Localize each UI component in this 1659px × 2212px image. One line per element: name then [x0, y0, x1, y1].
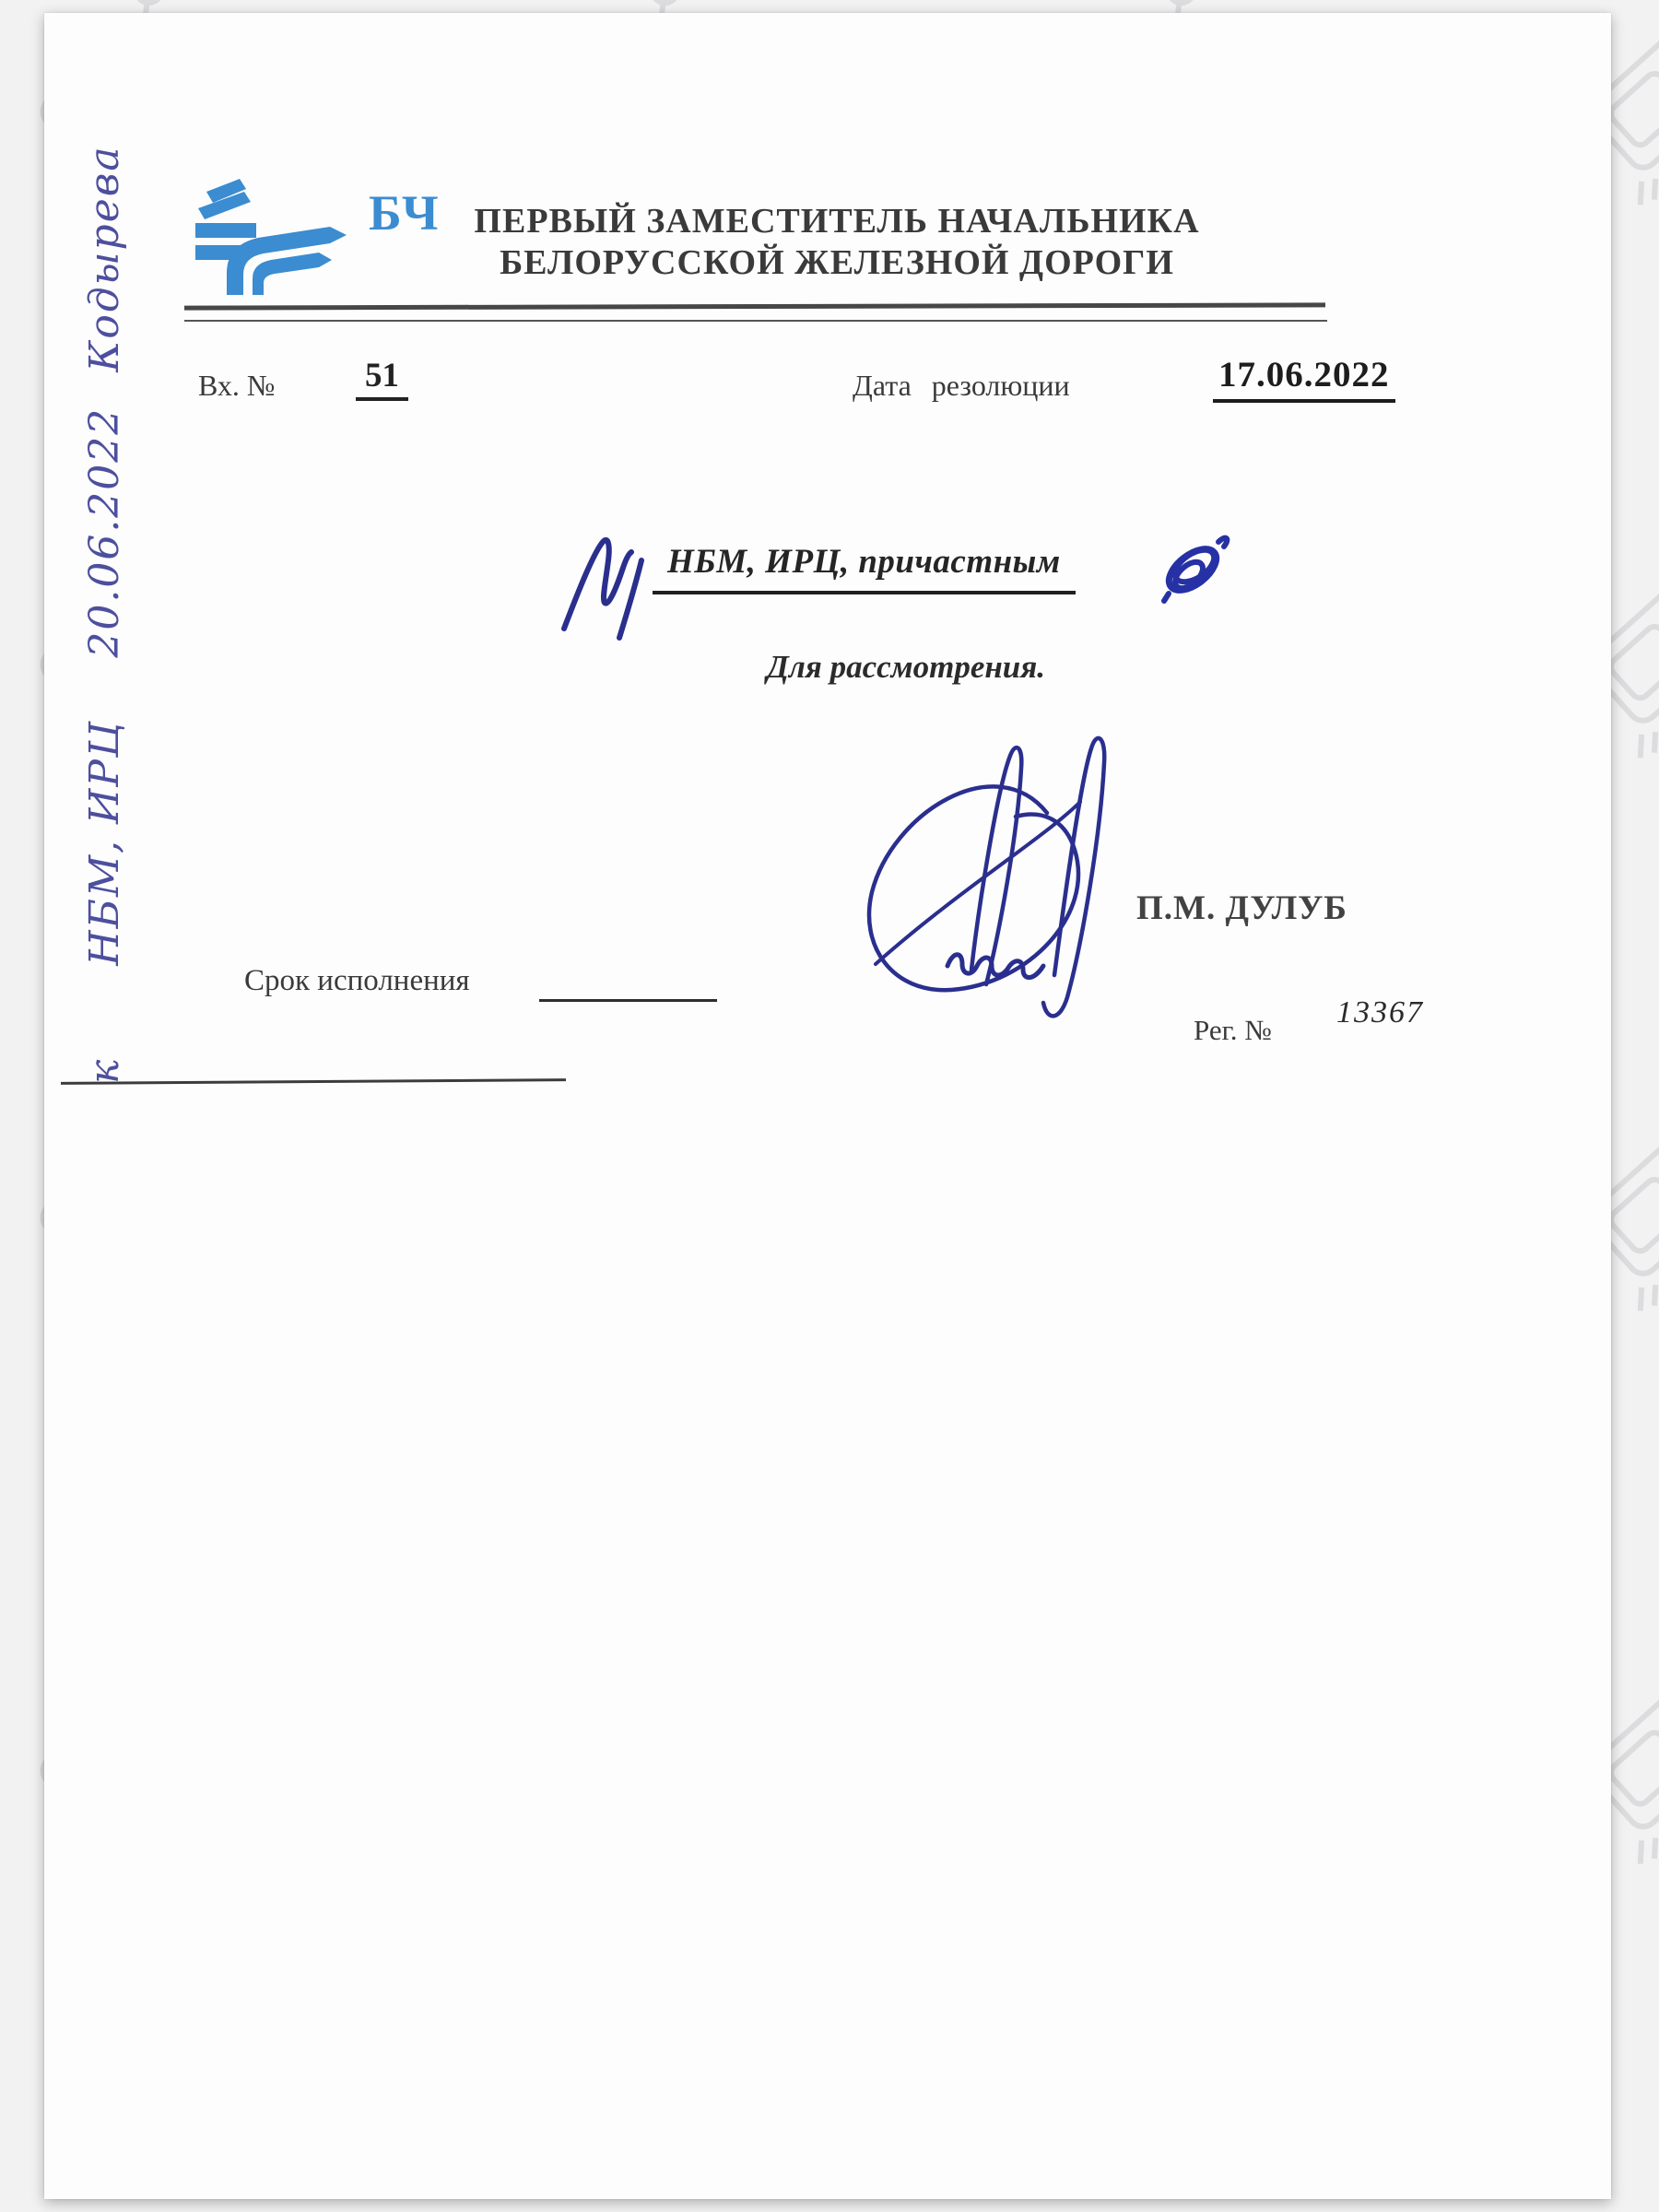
signature [848, 724, 1189, 1029]
margin-note-name: Кодырева [81, 145, 128, 372]
registration-number-label: Рег. № [1194, 1014, 1272, 1046]
deadline-blank-line [539, 999, 717, 1002]
margin-rule-line [61, 1078, 566, 1085]
margin-handwritten-note [81, 135, 128, 1084]
margin-note-addressees: НБМ, ИРЦ [81, 720, 128, 966]
resolution-date-label: Дата резолюции [853, 369, 1070, 402]
resolution-date-value: 17.06.2022 [1213, 354, 1395, 403]
resolution-addressees-underline [653, 542, 1076, 594]
logo-abbreviation: БЧ [369, 185, 441, 241]
resolution-instruction: Для рассмотрения. [766, 649, 1046, 685]
margin-note-date: 20.06.2022 [81, 406, 128, 658]
letterhead-rule-thin [184, 320, 1327, 322]
registration-number-value: 13367 [1336, 995, 1424, 1030]
letterhead-title-line2: БЕЛОРУССКОЙ ЖЕЛЕЗНОЙ ДОРОГИ [500, 243, 1174, 282]
letterhead-rule-thick [184, 302, 1325, 310]
signer-name: П.М. ДУЛУБ [1136, 889, 1347, 927]
incoming-number-value: 51 [356, 356, 408, 401]
resolution-addressees: НБМ, ИРЦ, причастным [667, 543, 1061, 581]
margin-note-start: к [81, 1057, 128, 1084]
incoming-number-label: Вх. № [198, 369, 276, 402]
letterhead-title-line1: ПЕРВЫЙ ЗАМЕСТИТЕЛЬ НАЧАЛЬНИКА [474, 202, 1200, 241]
handwritten-m-mark [557, 525, 663, 650]
letterhead-title [312, 201, 1362, 284]
deadline-label: Срок исполнения [244, 964, 470, 997]
ink-scribble-mark [1158, 531, 1235, 608]
document-page [44, 13, 1611, 2199]
